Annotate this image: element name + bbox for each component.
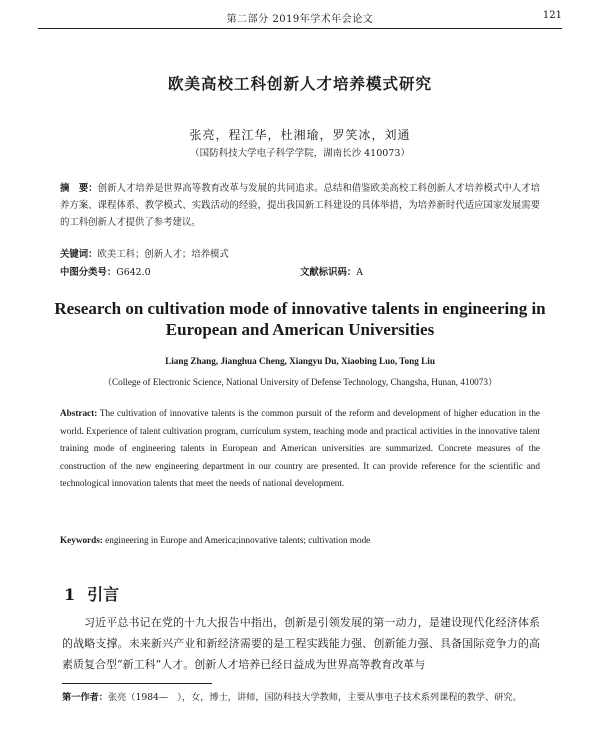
chinese-title: 欧美高校工科创新人才培养模式研究 xyxy=(167,74,432,93)
chinese-affiliation: （国防科技大学电子科学学院，湖南长沙 410073） xyxy=(190,148,410,159)
classification-number xyxy=(60,264,151,278)
running-header xyxy=(38,6,562,29)
chinese-abstract-label: 摘 要： xyxy=(60,183,98,194)
page-number: 121 xyxy=(542,10,562,21)
section-number: 1 xyxy=(64,585,76,604)
chinese-keywords-label: 关键词： xyxy=(60,249,98,260)
section-title: 引言 xyxy=(87,585,120,604)
footnote-text: 张亮（1984— ），女，博士，讲师，国防科技大学教师，主要从事电子技术系列课程的教学、研究。 xyxy=(107,692,522,703)
footnote-label: 第一作者： xyxy=(62,692,108,703)
chinese-authors: 张亮，程江华，杜湘瑜，罗笑冰，刘通 xyxy=(189,128,411,142)
body-paragraph: 习近平总书记在党的十九大报告中指出，创新是引领发展的第一动力，是建设现代化经济体系的战略支撑。未来新兴产业和新经济需要的是工程实践能力强、创新能力强、具备国际竞争力的高素质复合型“新工科”人才。创新人才培养已经日益成为世界高等教育改革与 xyxy=(62,616,540,671)
chinese-keywords xyxy=(60,246,229,260)
footnote xyxy=(62,690,540,705)
english-keywords-text: engineering in Europe and America;innovative talents; cultivation mode xyxy=(102,535,371,545)
english-abstract-label: Abstract: xyxy=(60,408,98,418)
chinese-keywords-text: 欧美工科；创新人才；培养模式 xyxy=(97,249,229,260)
document-code xyxy=(300,264,363,278)
section-heading xyxy=(64,582,119,605)
classification-value: G642.0 xyxy=(116,267,151,278)
english-affiliation: （College of Electronic Science, National University of Defense Technology, Changsha, Hunan, 410073） xyxy=(102,377,498,387)
english-abstract-text: The cultivation of innovative talents is the common pursuit of the reform and development of higher education in the world. Experience of talent cultivation program, curriculum system, teaching mode and practical activities in the innovative talent training mode of engineering talents in European and American universities are summarized. Concrete measures of the construction of the new engineering department in our country are presented. It can provide reference for the scientific and technological innovation talents that meet the needs of national development. xyxy=(60,408,540,489)
header-title: 第二部分 2019年学术年会论文 xyxy=(226,14,374,25)
english-keywords xyxy=(60,535,370,545)
document-code-label: 文献标识码： xyxy=(300,267,357,278)
english-keywords-label: Keywords: xyxy=(60,535,103,545)
document-code-value: A xyxy=(356,267,364,278)
english-title: Research on cultivation mode of innovative talents in engineering in European and American Universities xyxy=(54,299,546,339)
classification-label: 中图分类号： xyxy=(60,267,117,278)
chinese-abstract xyxy=(60,180,540,231)
footnote-rule xyxy=(62,683,212,684)
chinese-abstract-text: 创新人才培养是世界高等教育改革与发展的共同追求。总结和借鉴欧美高校工科创新人才培养模式中人才培养方案、课程体系、教学模式、实践活动的经验，提出我国新工科建设的具体举措，为培养新时代适应国家发展需要的工科创新人才提供了参考建议。 xyxy=(60,183,540,228)
english-abstract xyxy=(60,405,540,493)
english-authors: Liang Zhang, Jianghua Cheng, Xiangyu Du, Xiaobing Luo, Tong Liu xyxy=(165,356,435,366)
